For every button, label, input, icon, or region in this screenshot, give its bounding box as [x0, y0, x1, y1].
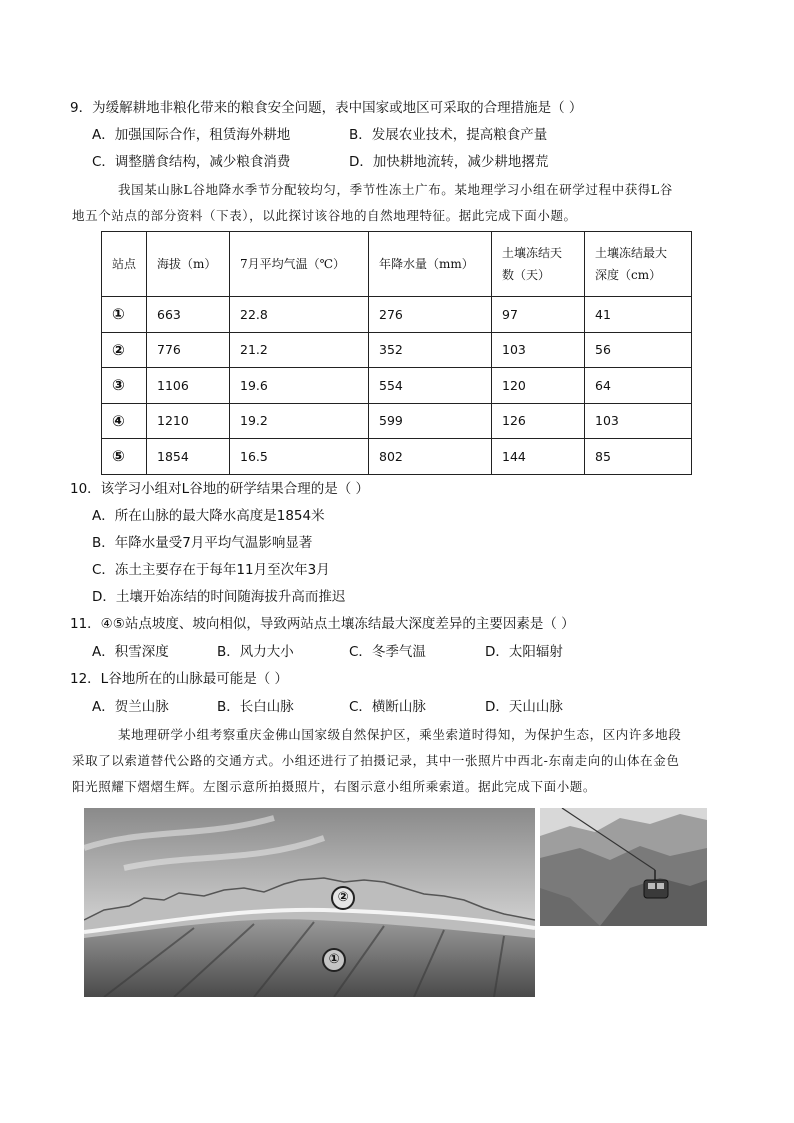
q11-option-a: A．积雪深度: [92, 644, 169, 660]
precip-cell: 599: [369, 403, 492, 439]
precip-cell: 802: [369, 439, 492, 475]
header-station: 站点: [102, 232, 147, 297]
depth-cell: 41: [585, 297, 692, 333]
q9-option-d: D．加快耕地流转，减少耕地撂荒: [349, 154, 549, 170]
q10-option-b: B．年降水量受7月平均气温影响显著: [92, 535, 313, 551]
table-row: [102, 439, 692, 475]
mountain-photo-image: [84, 808, 535, 997]
header-frozen-depth: [585, 232, 692, 297]
q12-stem: 12．L谷地所在的山脉最可能是（ ）: [70, 671, 288, 687]
station-cell: ①: [102, 297, 147, 333]
altitude-cell: 1106: [147, 368, 230, 404]
header-frozen-days-line2: 数（天）: [502, 268, 551, 282]
q11-stem: 11．④⑤站点坡度、坡向相似，导致两站点土壤冻结最大深度差异的主要因素是（ ）: [70, 616, 575, 632]
temp-cell: 19.6: [230, 368, 369, 404]
altitude-cell: 1854: [147, 439, 230, 475]
temp-cell: 21.2: [230, 332, 369, 368]
q11-option-d: D．太阳辐射: [485, 644, 563, 660]
depth-cell: 64: [585, 368, 692, 404]
table-row: [102, 332, 692, 368]
days-cell: 97: [492, 297, 585, 333]
header-frozen-depth-line1: 土壤冻结最大: [595, 246, 668, 260]
days-cell: 120: [492, 368, 585, 404]
days-cell: 144: [492, 439, 585, 475]
station-cell: ④: [102, 403, 147, 439]
q9-stem: 9．为缓解耕地非粮化带来的粮食安全问题，表中国家或地区可采取的合理措施是（ ）: [70, 100, 583, 116]
altitude-cell: 663: [147, 297, 230, 333]
header-precip: 年降水量（mm）: [369, 232, 492, 297]
q9-option-a: A．加强国际合作，租赁海外耕地: [92, 127, 291, 143]
cable-car-photo: [540, 808, 707, 926]
q11-option-b: B．风力大小: [217, 644, 294, 660]
intro1-line2: 地五个站点的部分资料（下表），以此探讨该谷地的自然地理特征。据此完成下面小题。: [72, 208, 577, 223]
header-altitude: 海拔（m）: [147, 232, 230, 297]
q10-option-d: D．土壤开始冻结的时间随海拔升高而推迟: [92, 589, 346, 605]
photo-marker-2: ②: [331, 886, 355, 910]
station-cell: ⑤: [102, 439, 147, 475]
station-cell: ②: [102, 332, 147, 368]
photo-marker-1: ①: [322, 948, 346, 972]
station-cell: ③: [102, 368, 147, 404]
depth-cell: 103: [585, 403, 692, 439]
mountain-photo: [84, 808, 535, 997]
table-row: [102, 368, 692, 404]
temp-cell: 16.5: [230, 439, 369, 475]
altitude-cell: 1210: [147, 403, 230, 439]
header-frozen-days-line1: 土壤冻结天: [502, 246, 563, 260]
header-july-temp: 7月平均气温（℃）: [230, 232, 369, 297]
cable-car-photo-image: [540, 808, 707, 926]
table-header-row: [102, 232, 692, 297]
days-cell: 103: [492, 332, 585, 368]
q9-option-c: C．调整膳食结构，减少粮食消费: [92, 154, 291, 170]
q10-option-c: C．冻土主要存在于每年11月至次年3月: [92, 562, 330, 578]
precip-cell: 352: [369, 332, 492, 368]
precip-cell: 276: [369, 297, 492, 333]
table-row: [102, 403, 692, 439]
q10-option-a: A．所在山脉的最大降水高度是1854米: [92, 508, 325, 524]
intro1-line1: 我国某山脉L谷地降水季节分配较均匀，季节性冻土广布。某地理学习小组在研学过程中获得L谷: [118, 182, 673, 197]
precip-cell: 554: [369, 368, 492, 404]
table-row: [102, 297, 692, 333]
q12-option-d: D．天山山脉: [485, 699, 563, 715]
q12-option-c: C．横断山脉: [349, 699, 426, 715]
temp-cell: 19.2: [230, 403, 369, 439]
intro2-line3: 阳光照耀下熠熠生辉。左图示意所拍摄照片，右图示意小组所乘索道。据此完成下面小题。: [72, 779, 597, 794]
days-cell: 126: [492, 403, 585, 439]
station-data-table: [101, 231, 692, 475]
altitude-cell: 776: [147, 332, 230, 368]
q11-option-c: C．冬季气温: [349, 644, 426, 660]
depth-cell: 56: [585, 332, 692, 368]
q10-stem: 10．该学习小组对L谷地的研学结果合理的是（ ）: [70, 481, 369, 497]
temp-cell: 22.8: [230, 297, 369, 333]
q12-option-a: A．贺兰山脉: [92, 699, 169, 715]
depth-cell: 85: [585, 439, 692, 475]
header-frozen-days: [492, 232, 585, 297]
header-frozen-depth-line2: 深度（cm）: [595, 268, 662, 282]
intro2-line2: 采取了以索道替代公路的交通方式。小组还进行了拍摄记录，其中一张照片中西北-东南走向的山体在金色: [72, 753, 680, 768]
intro2-line1: 某地理研学小组考察重庆金佛山国家级自然保护区，乘坐索道时得知，为保护生态，区内许多地段: [118, 727, 682, 742]
q12-option-b: B．长白山脉: [217, 699, 294, 715]
q9-option-b: B．发展农业技术，提高粮食产量: [349, 127, 548, 143]
